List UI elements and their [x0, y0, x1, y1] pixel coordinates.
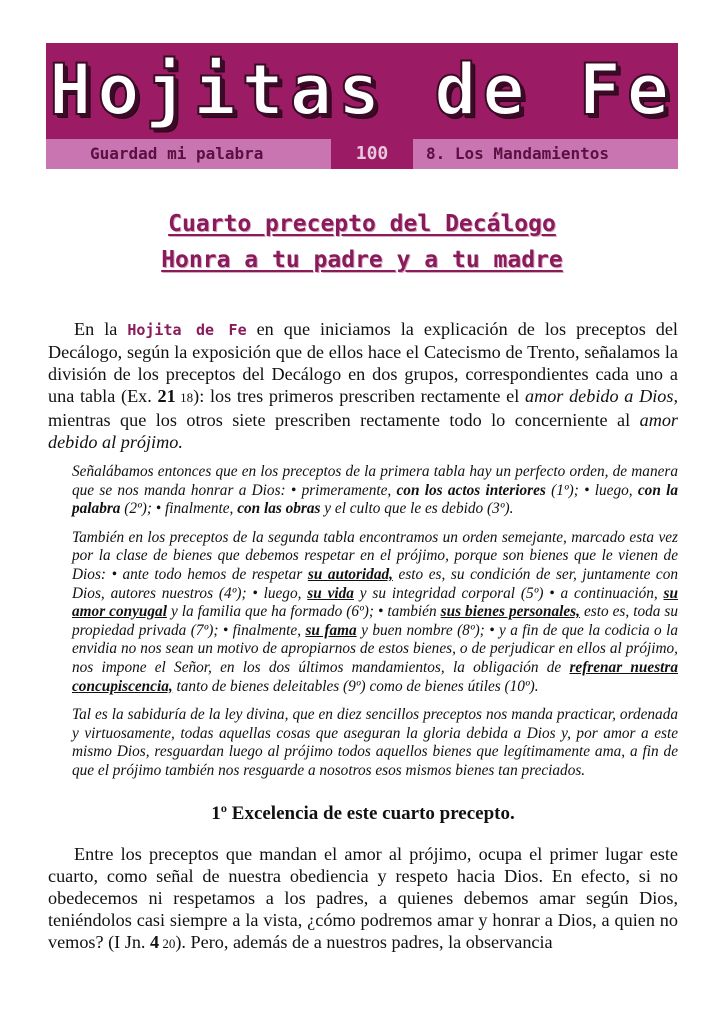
- article-title: [0, 206, 724, 278]
- intro-emphasis: amor debido a Dios,: [524, 386, 678, 406]
- intro-text: ): los tres primeros prescriben rectamente el: [193, 386, 525, 406]
- section-label: 8. Los Mandamientos: [426, 144, 610, 163]
- header-banner: [46, 43, 678, 169]
- intro-paragraph: [48, 318, 678, 453]
- intro-emphasis: amor debido al prójimo.: [48, 410, 678, 452]
- quote-bold-underline: su fama: [305, 621, 357, 639]
- quote-text: (1º); • luego,: [545, 481, 638, 499]
- quote-bold-underline: su autoridad,: [307, 565, 393, 583]
- article-body: [48, 318, 678, 955]
- intro-text: mientras que los otros siete prescriben rectamente todo lo concerniente al: [48, 410, 640, 430]
- header-subbar: [46, 139, 678, 169]
- quote-bold-underline: sus bienes personales,: [440, 603, 580, 621]
- quote-bold-underline: su amor conyugal: [72, 584, 679, 621]
- quote-text: y buen nombre (8º); • y a fin de que la codicia o la envidia no nos sean un motivo de apropiarnos de estos bienes, o de perjudicar en ellos al prójimo, nos impone el Señor, en los dos últimos mandamientos, la obligación de: [72, 621, 678, 676]
- intro-text: En la: [74, 319, 128, 339]
- quote-text: (2º); • finalmente,: [120, 500, 238, 518]
- ref-verse: 20: [159, 935, 176, 951]
- ref-chapter: 21: [157, 386, 176, 406]
- quote-bold-underline: refrenar nuestra concupiscencia,: [72, 658, 678, 695]
- quote-bold: con la palabra: [72, 481, 679, 518]
- quote-text: y la familia que ha formado (6º); • también: [166, 603, 441, 621]
- quote-text: esto es, su condición de ser, juntamente con Dios, autores nuestros (4º); • luego,: [72, 565, 679, 602]
- quote-bold: con los actos interiores: [396, 481, 546, 499]
- issue-number: 100: [331, 139, 413, 169]
- quote-paragraph-3: Tal es la sabiduría de la ley divina, que en diez sencillos preceptos nos manda practicar, ordenada y virtuosamente, todas aquellas cosas que aseguran la gloria debida a Dios y, por amor a este mismo Dios, resguardan luego al prójimo todos aquellos bienes que legítimamente ama, a fin de que el prójimo también nos resguarde a nosotros esos mismos bienes tan preciados.: [72, 706, 678, 779]
- quote-text: Señalábamos entonces que en los preceptos de la primera tabla hay un perfecto orden, de manera que se nos manda honrar a Dios: • primeramente,: [72, 463, 678, 499]
- quote-bold-underline: su vida: [307, 584, 354, 602]
- section-heading: 1º Excelencia de este cuarto precepto.: [211, 802, 515, 824]
- ref-chapter: 4: [150, 931, 160, 952]
- quote-paragraph-2: [72, 529, 678, 696]
- quote-text: y el culto que le es debido (3º).: [320, 500, 514, 518]
- intro-text: en que iniciamos la explicación de los preceptos del Decálogo, según la exposición que de ellos hace el Catecismo de Trento, señalamos la división de los preceptos del Decálogo en dos grupos, correspondientes cada uno a una tabla (Ex.: [48, 319, 678, 406]
- quote-bold: con las obras: [237, 500, 321, 518]
- section-paragraph: [48, 843, 678, 955]
- quote-text: esto es, toda su propiedad privada (7º); • finalmente,: [72, 603, 679, 639]
- publication-title: Hojitas de Fe: [49, 49, 675, 131]
- hojita-inline-name: Hojita de Fe: [127, 321, 247, 339]
- section-text: ). Pero, además de a nuestros padres, la observancia: [175, 931, 553, 952]
- ref-verse: 18: [175, 390, 194, 405]
- quote-paragraph-1: [72, 463, 678, 519]
- quote-text: y su integridad corporal (5º) • a continuación,: [353, 584, 664, 602]
- article-title-line2: Honra a tu padre y a tu madre: [161, 247, 563, 273]
- quote-text: tanto de bienes deleitables (9º) como de bienes útiles (10º).: [172, 677, 539, 695]
- series-label: Guardad mi palabra: [90, 144, 264, 163]
- section-text: Entre los preceptos que mandan el amor al prójimo, ocupa el primer lugar este cuarto, como señal de nuestra obediencia y respeto hacia Dios. En efecto, si no obedecemos ni respetamos a los padres, a quienes debemos amar según Dios, teniéndolos casi siempre a la vista, ¿cómo podremos amar y honrar a Dios, a quien no vemos? (I Jn.: [48, 843, 678, 952]
- article-title-line1: Cuarto precepto del Decálogo: [168, 211, 556, 237]
- quote-text: También en los preceptos de la segunda tabla encontramos un orden semejante, marcado esta vez por la clase de bienes que debemos respetar en el prójimo, porque son bienes que le vienen de Dios: • ante todo hemos de respetar: [72, 528, 678, 583]
